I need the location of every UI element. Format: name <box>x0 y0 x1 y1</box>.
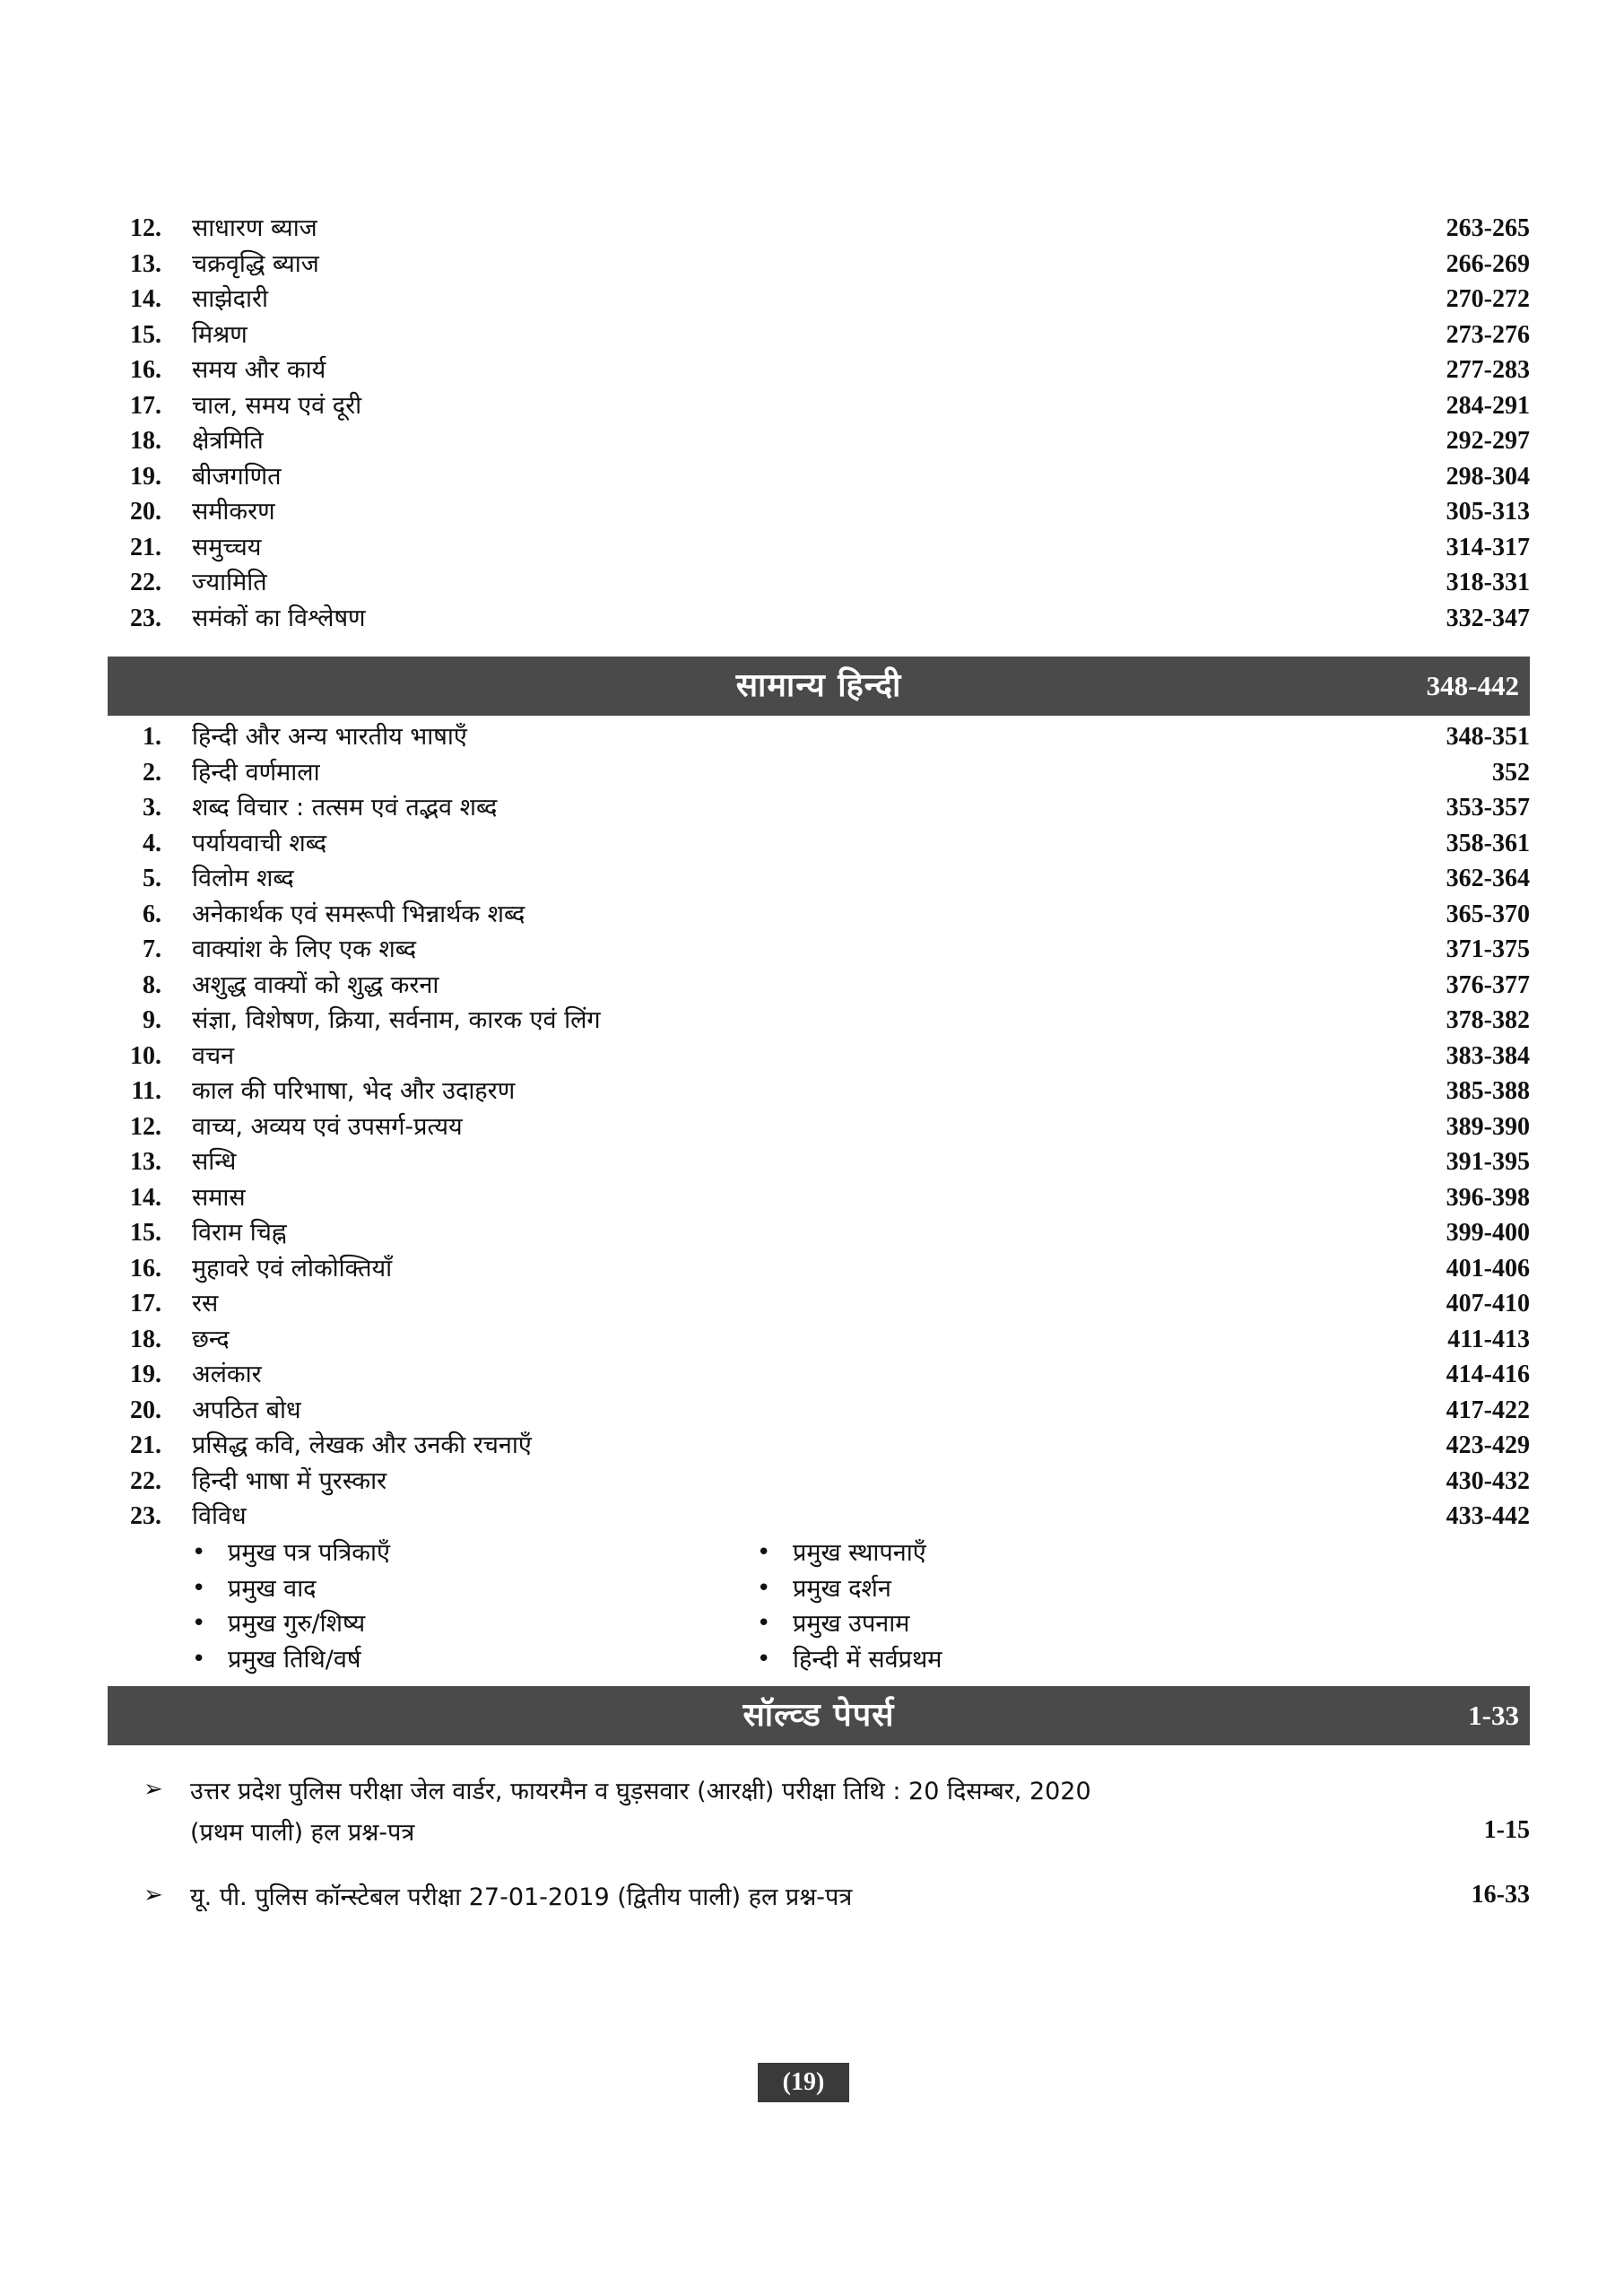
item-title: साधारण ब्याज <box>192 214 317 242</box>
item-number: 16. <box>130 1254 161 1283</box>
toc-row[interactable] <box>108 1074 1530 1109</box>
misc-subtopics <box>192 1535 1178 1677</box>
bullet-text: प्रमुख स्थापनाएँ <box>793 1539 926 1567</box>
item-pages: 391-395 <box>1446 1148 1530 1176</box>
item-number: 3. <box>143 794 161 822</box>
bullet-icon: • <box>757 1645 771 1673</box>
toc-row[interactable] <box>108 530 1530 566</box>
item-number: 12. <box>130 214 161 242</box>
item-pages: 430-432 <box>1446 1466 1530 1495</box>
item-number: 16. <box>130 356 161 384</box>
bullet-item <box>192 1571 757 1607</box>
item-title: ज्यामिति <box>192 569 267 596</box>
bullet-icon: • <box>192 1610 206 1637</box>
item-pages: 414-416 <box>1446 1361 1530 1388</box>
item-title: काल की परिभाषा, भेद और उदाहरण <box>192 1077 516 1105</box>
item-number: 1. <box>143 723 161 751</box>
toc-row[interactable] <box>108 826 1530 862</box>
item-title: विलोम शब्द <box>192 865 294 892</box>
item-number: 14. <box>130 1183 161 1212</box>
toc-row[interactable] <box>108 423 1530 459</box>
bullet-icon: • <box>192 1645 206 1673</box>
item-pages: 362-364 <box>1446 865 1530 892</box>
toc-row[interactable] <box>108 1251 1530 1287</box>
bullet-text: प्रमुख दर्शन <box>793 1574 891 1603</box>
item-number: 11. <box>131 1077 161 1105</box>
toc-row[interactable] <box>108 211 1530 247</box>
bullet-item <box>757 1571 1178 1607</box>
section-title: सॉल्व्ड पेपर्स <box>743 1697 895 1734</box>
toc-row[interactable] <box>108 1428 1530 1464</box>
paper-pages: 1-15 <box>1483 1816 1530 1844</box>
item-title: वाच्य, अव्यय एवं उपसर्ग-प्रत्यय <box>192 1112 463 1141</box>
quant-toc-list <box>108 211 1530 636</box>
bullet-text: हिन्दी में सर्वप्रथम <box>793 1645 942 1674</box>
toc-row[interactable] <box>108 282 1530 317</box>
item-title: छन्द <box>192 1325 230 1353</box>
item-number: 13. <box>130 249 161 278</box>
item-number: 23. <box>130 1502 161 1530</box>
toc-row[interactable] <box>108 565 1530 601</box>
item-number: 9. <box>143 1006 161 1034</box>
item-pages: 292-297 <box>1446 427 1530 455</box>
item-number: 19. <box>130 1361 161 1388</box>
bullet-icon: • <box>757 1574 771 1602</box>
item-title: अपठित बोध <box>192 1396 301 1424</box>
item-pages: 433-442 <box>1446 1502 1530 1530</box>
item-title: समीकरण <box>192 498 275 526</box>
item-pages: 352 <box>1492 758 1530 787</box>
item-title: वाक्यांश के लिए एक शब्द <box>192 935 417 963</box>
item-pages: 270-272 <box>1446 285 1530 313</box>
paper-title: यू. पी. पुलिस कॉन्स्टेबल परीक्षा 27-01-2019 (द्वितीय पाली) हल प्रश्न-पत्र <box>190 1883 853 1911</box>
bullet-icon: • <box>757 1539 771 1566</box>
solved-paper-entry[interactable] <box>143 1874 1530 1916</box>
toc-row[interactable] <box>108 1003 1530 1039</box>
toc-row[interactable] <box>108 1357 1530 1393</box>
toc-row[interactable] <box>108 247 1530 283</box>
item-title: अलंकार <box>192 1361 262 1388</box>
toc-row[interactable] <box>108 861 1530 897</box>
paper-pages: 16-33 <box>1471 1881 1530 1909</box>
bullet-text: प्रमुख वाद <box>228 1574 317 1603</box>
toc-row[interactable] <box>108 1393 1530 1429</box>
item-number: 13. <box>130 1148 161 1176</box>
item-pages: 389-390 <box>1446 1112 1530 1141</box>
bullet-text: प्रमुख गुरु/शिष्य <box>228 1610 366 1638</box>
bullet-text: प्रमुख पत्र पत्रिकाएँ <box>228 1539 390 1567</box>
item-title: अशुद्ध वाक्यों को शुद्ध करना <box>192 970 439 999</box>
toc-row[interactable] <box>108 790 1530 826</box>
hindi-toc-list <box>108 719 1530 1535</box>
item-title: हिन्दी वर्णमाला <box>192 758 320 787</box>
item-pages: 376-377 <box>1446 970 1530 999</box>
bullet-item <box>757 1535 1178 1571</box>
item-pages: 378-382 <box>1446 1006 1530 1034</box>
toc-row[interactable] <box>108 1144 1530 1180</box>
bullet-icon: • <box>757 1610 771 1637</box>
bullet-icon: • <box>192 1539 206 1566</box>
item-number: 20. <box>130 1396 161 1424</box>
item-number: 10. <box>130 1041 161 1070</box>
item-number: 22. <box>130 1466 161 1495</box>
item-title: क्षेत्रमिति <box>192 427 264 455</box>
item-pages: 401-406 <box>1446 1254 1530 1283</box>
toc-row[interactable] <box>108 494 1530 530</box>
item-title: चाल, समय एवं दूरी <box>192 391 362 420</box>
item-number: 14. <box>130 285 161 313</box>
item-number: 17. <box>130 1290 161 1318</box>
item-title: अनेकार्थक एवं समरूपी भिन्नार्थक शब्द <box>192 900 525 928</box>
item-title: समुच्चय <box>192 533 262 561</box>
item-title: मुहावरे एवं लोकोक्तियाँ <box>192 1254 393 1283</box>
page-number: (19) <box>758 2063 849 2102</box>
toc-row[interactable] <box>108 1039 1530 1074</box>
item-number: 7. <box>143 935 161 963</box>
item-title: पर्यायवाची शब्द <box>192 829 327 857</box>
item-number: 20. <box>130 498 161 526</box>
section-page-range: 348-442 <box>1426 670 1519 701</box>
item-number: 8. <box>143 970 161 999</box>
section-header-hindi <box>108 657 1530 716</box>
solved-paper-entry[interactable] <box>143 1769 1530 1851</box>
toc-row[interactable] <box>108 968 1530 1004</box>
toc-row[interactable] <box>108 459 1530 495</box>
item-title: सन्धि <box>192 1148 237 1176</box>
toc-row[interactable] <box>108 601 1530 637</box>
item-pages: 273-276 <box>1446 320 1530 349</box>
bullet-item <box>192 1606 757 1642</box>
item-pages: 399-400 <box>1446 1219 1530 1247</box>
item-number: 4. <box>143 829 161 857</box>
toc-row[interactable] <box>108 932 1530 968</box>
section-header-solved-papers <box>108 1686 1530 1745</box>
item-number: 22. <box>130 569 161 596</box>
item-title: विविध <box>192 1502 247 1530</box>
item-number: 15. <box>130 1219 161 1247</box>
item-pages: 266-269 <box>1446 249 1530 278</box>
item-title: हिन्दी भाषा में पुरस्कार <box>192 1466 387 1495</box>
item-number: 6. <box>143 900 161 928</box>
paper-title-continued: (प्रथम पाली) हल प्रश्न-पत्र <box>190 1818 415 1847</box>
toc-row[interactable] <box>108 719 1530 755</box>
item-title: शब्द विचार : तत्सम एवं तद्भव शब्द <box>192 794 498 822</box>
item-pages: 318-331 <box>1446 569 1530 596</box>
item-number: 23. <box>130 604 161 632</box>
item-pages: 348-351 <box>1446 723 1530 751</box>
item-pages: 277-283 <box>1446 356 1530 384</box>
item-pages: 365-370 <box>1446 900 1530 928</box>
item-pages: 371-375 <box>1446 935 1530 963</box>
item-pages: 385-388 <box>1446 1077 1530 1105</box>
item-number: 12. <box>130 1112 161 1141</box>
item-title: प्रसिद्ध कवि, लेखक और उनकी रचनाएँ <box>192 1431 532 1459</box>
item-number: 5. <box>143 865 161 892</box>
toc-row[interactable] <box>108 388 1530 424</box>
item-number: 18. <box>130 427 161 455</box>
item-number: 2. <box>143 758 161 787</box>
toc-row[interactable] <box>108 1180 1530 1216</box>
item-pages: 332-347 <box>1446 604 1530 632</box>
paper-title: उत्तर प्रदेश पुलिस परीक्षा जेल वार्डर, फायरमैन व घुड़सवार (आरक्षी) परीक्षा तिथि : 20 दिसम्बर, 2020 <box>190 1777 1091 1805</box>
item-pages: 396-398 <box>1446 1183 1530 1212</box>
item-pages: 284-291 <box>1446 391 1530 420</box>
item-title: साझेदारी <box>192 285 269 313</box>
item-pages: 417-422 <box>1446 1396 1530 1424</box>
bullet-item <box>757 1642 1178 1678</box>
item-pages: 263-265 <box>1446 214 1530 242</box>
bullet-item <box>757 1606 1178 1642</box>
bullet-item <box>192 1642 757 1678</box>
item-title: विराम चिह्न <box>192 1219 287 1247</box>
bullet-text: प्रमुख उपनाम <box>793 1610 910 1638</box>
item-pages: 298-304 <box>1446 462 1530 491</box>
item-title: समय और कार्य <box>192 356 326 384</box>
toc-row[interactable] <box>108 352 1530 388</box>
bullet-icon: • <box>192 1574 206 1602</box>
section-title: सामान्य हिन्दी <box>735 667 902 704</box>
item-pages: 353-357 <box>1446 794 1530 822</box>
item-number: 17. <box>130 391 161 420</box>
item-pages: 423-429 <box>1446 1431 1530 1459</box>
item-number: 15. <box>130 320 161 349</box>
toc-row[interactable] <box>108 1322 1530 1358</box>
item-title: मिश्रण <box>192 320 248 349</box>
item-title: वचन <box>192 1041 235 1070</box>
item-title: बीजगणित <box>192 462 282 491</box>
toc-row[interactable] <box>108 1464 1530 1500</box>
item-title: समास <box>192 1183 246 1212</box>
toc-row[interactable] <box>108 317 1530 353</box>
item-pages: 407-410 <box>1446 1290 1530 1318</box>
toc-row[interactable] <box>108 897 1530 933</box>
item-title: समंकों का विश्लेषण <box>192 604 366 632</box>
toc-row[interactable] <box>108 1215 1530 1251</box>
arrow-bullet-icon: ➢ <box>143 1776 163 1803</box>
toc-row[interactable] <box>108 1499 1530 1535</box>
section-page-range: 1-33 <box>1468 1700 1519 1731</box>
item-pages: 383-384 <box>1446 1041 1530 1070</box>
toc-row[interactable] <box>108 1286 1530 1322</box>
item-pages: 314-317 <box>1446 533 1530 561</box>
item-number: 19. <box>130 462 161 491</box>
item-number: 21. <box>130 1431 161 1459</box>
item-pages: 305-313 <box>1446 498 1530 526</box>
bullet-item <box>192 1535 757 1571</box>
item-pages: 411-413 <box>1447 1325 1530 1353</box>
item-title: हिन्दी और अन्य भारतीय भाषाएँ <box>192 723 467 751</box>
item-pages: 358-361 <box>1446 829 1530 857</box>
item-number: 18. <box>130 1325 161 1353</box>
toc-row[interactable] <box>108 755 1530 791</box>
item-number: 21. <box>130 533 161 561</box>
toc-row[interactable] <box>108 1109 1530 1145</box>
item-title: चक्रवृद्धि ब्याज <box>192 249 319 278</box>
arrow-bullet-icon: ➢ <box>143 1882 163 1909</box>
item-title: रस <box>192 1290 219 1318</box>
item-title: संज्ञा, विशेषण, क्रिया, सर्वनाम, कारक एवं लिंग <box>192 1006 601 1034</box>
bullet-text: प्रमुख तिथि/वर्ष <box>228 1645 361 1674</box>
